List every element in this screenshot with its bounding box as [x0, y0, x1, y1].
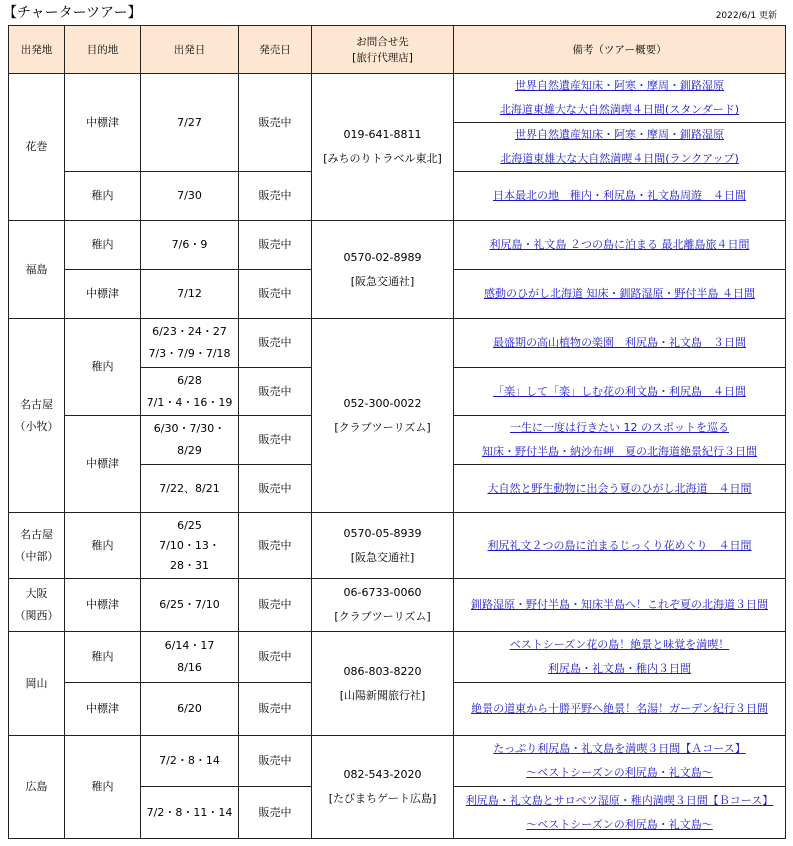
remark-cell: [454, 123, 786, 172]
contact-tel: 06-6733-0060: [343, 586, 422, 599]
contact-agency: [クラブツーリズム]: [334, 610, 431, 623]
departure-cell: 岡山: [9, 632, 65, 736]
departure-cell: 名古屋 （中部）: [9, 513, 65, 579]
departure-cell: 福島: [9, 221, 65, 319]
destination-cell: 中標津: [65, 270, 141, 319]
contact-agency: [山陽新聞旅行社]: [339, 688, 426, 702]
date-cell: 7/22、8/21: [141, 465, 239, 513]
contact-cell: [312, 221, 454, 319]
tour-link[interactable]: 北海道東雄大な大自然満喫４日間(ランクアップ): [500, 152, 739, 165]
destination-cell: 稚内: [65, 736, 141, 839]
contact-agency: [阪急交通社]: [350, 274, 415, 288]
table-row: [9, 74, 786, 123]
contact-cell: [312, 632, 454, 736]
table-row: [9, 632, 786, 683]
remark-cell: [454, 513, 786, 579]
tour-link[interactable]: 利尻礼文２つの島に泊まるじっくり花めぐり ４日間: [487, 538, 752, 552]
sale-cell: 販売中: [239, 736, 312, 787]
date-cell: 7/6・9: [141, 221, 239, 270]
sale-cell: 販売中: [239, 579, 312, 632]
sale-cell: 販売中: [239, 368, 312, 416]
contact-tel: 0570-05-8939: [343, 526, 422, 540]
tour-link[interactable]: 「楽」して「楽」しむ花の利文島・利尻島 ４日間: [493, 384, 746, 398]
contact-cell: [312, 319, 454, 513]
contact-tel: 019-641-8811: [343, 128, 422, 141]
departure-cell: 広島: [9, 736, 65, 839]
charter-tour-table: [8, 25, 786, 839]
tour-link[interactable]: 利尻島・礼文島 ２つの島に泊まる 最北離島旅４日間: [489, 238, 750, 251]
contact-agency: [みちのりトラベル東北]: [323, 152, 442, 165]
date-cell: 6/30・7/30・ 8/29: [141, 416, 239, 465]
tour-link[interactable]: ～ベストシーズンの利尻島・礼文島～: [526, 766, 713, 779]
destination-cell: 中標津: [65, 416, 141, 513]
contact-agency: [クラブツーリズム]: [334, 420, 431, 434]
tour-link[interactable]: 最盛期の高山植物の楽園 利尻島・礼文島 ３日間: [493, 336, 746, 349]
remark-cell: [454, 579, 786, 632]
date-cell: 7/30: [141, 172, 239, 221]
date-cell: 6/14・17 8/16: [141, 632, 239, 683]
updated-date: 2022/6/1 更新: [715, 11, 777, 21]
date-cell: 6/25 7/10・13・ 28・31: [141, 513, 239, 579]
destination-cell: 稚内: [65, 221, 141, 270]
tour-link[interactable]: 世界自然遺産知床・阿寒・摩周・釧路湿原: [515, 79, 724, 92]
sale-cell: 販売中: [239, 221, 312, 270]
header-sale: 発売日: [239, 26, 312, 74]
tour-link[interactable]: 絶景の道東から十勝平野へ絶景！名湯！ガーデン紀行３日間: [471, 702, 768, 715]
tour-link[interactable]: たっぷり利尻島・礼文島を満喫３日間【Ａコース】: [493, 742, 746, 755]
date-cell: 7/2・8・14: [141, 736, 239, 787]
sale-cell: 販売中: [239, 319, 312, 368]
remark-cell: [454, 270, 786, 319]
contact-tel: 052-300-0022: [343, 396, 422, 410]
sale-cell: 販売中: [239, 416, 312, 465]
tour-link[interactable]: 大自然と野生動物に出会う夏のひがし北海道 ４日間: [487, 481, 752, 495]
table-row: [9, 579, 786, 632]
destination-cell: 中標津: [65, 683, 141, 736]
tour-link[interactable]: 一生に一度は行きたい 12 のスポットを巡る: [510, 421, 729, 434]
contact-tel: 0570-02-8989: [343, 250, 422, 264]
remark-cell: [454, 368, 786, 416]
sale-cell: 販売中: [239, 172, 312, 221]
sale-cell: 販売中: [239, 632, 312, 683]
contact-agency: [阪急交通社]: [350, 550, 415, 564]
contact-cell: [312, 579, 454, 632]
contact-tel: 082-543-2020: [343, 768, 422, 781]
tour-link[interactable]: 北海道東雄大な大自然満喫４日間(スタンダード): [499, 103, 740, 116]
sale-cell: 販売中: [239, 465, 312, 513]
tour-link[interactable]: 知床・野付半島・納沙布岬 夏の北海道絶景紀行３日間: [482, 445, 757, 458]
contact-cell: [312, 736, 454, 839]
departure-cell: 花巻: [9, 74, 65, 221]
date-cell: 6/25・7/10: [141, 579, 239, 632]
destination-cell: 稚内: [65, 172, 141, 221]
date-cell: 7/12: [141, 270, 239, 319]
contact-cell: [312, 513, 454, 579]
table-row: [9, 319, 786, 368]
table-row: [9, 513, 786, 579]
date-cell: 6/28 7/1・4・16・19: [141, 368, 239, 416]
date-cell: 6/20: [141, 683, 239, 736]
sale-cell: 販売中: [239, 787, 312, 839]
header-date: 出発日: [141, 26, 239, 74]
contact-cell: [312, 74, 454, 221]
table-row: [9, 736, 786, 787]
contact-tel: 086-803-8220: [343, 664, 422, 678]
contact-agency: [たびまちゲート広島]: [328, 792, 437, 805]
remark-cell: [454, 74, 786, 123]
destination-cell: 中標津: [65, 74, 141, 172]
sale-cell: 販売中: [239, 74, 312, 172]
sale-cell: 販売中: [239, 270, 312, 319]
tour-link[interactable]: 利尻島・礼文島・稚内３日間: [548, 662, 691, 675]
sale-cell: 販売中: [239, 513, 312, 579]
date-cell: 7/2・8・11・14: [141, 787, 239, 839]
tour-link[interactable]: ベストシーズン花の島！絶景と味覚を満喫！: [509, 638, 730, 651]
destination-cell: 稚内: [65, 319, 141, 416]
date-cell: 6/23・24・27 7/3・7/9・7/18: [141, 319, 239, 368]
remark-cell: [454, 465, 786, 513]
tour-link[interactable]: ～ベストシーズンの利尻島・礼文島～: [526, 817, 713, 831]
header-destination: 目的地: [65, 26, 141, 74]
table-row: [9, 221, 786, 270]
remark-cell: [454, 632, 786, 683]
destination-cell: 稚内: [65, 632, 141, 683]
remark-cell: [454, 221, 786, 270]
remark-cell: [454, 787, 786, 839]
page-title: 【チャーターツアー】: [3, 5, 142, 21]
tour-link[interactable]: 感動のひがし北海道 知床・釧路湿原・野付半島 ４日間: [484, 287, 755, 300]
header-departure: 出発地: [9, 26, 65, 74]
tour-link[interactable]: 日本最北の地 稚内・利尻島・礼文島周遊 ４日間: [493, 189, 746, 202]
sale-cell: 販売中: [239, 683, 312, 736]
remark-cell: [454, 172, 786, 221]
tour-link[interactable]: 釧路湿原・野付半島・知床半島へ！これぞ夏の北海道３日間: [471, 598, 768, 611]
header-row: [9, 26, 786, 74]
departure-cell: 大阪 （関西）: [9, 579, 65, 632]
header-remarks: 備考（ツアー概要）: [454, 26, 786, 74]
departure-cell: 名古屋 （小牧）: [9, 319, 65, 513]
destination-cell: 中標津: [65, 579, 141, 632]
date-cell: 7/27: [141, 74, 239, 172]
tour-link[interactable]: 世界自然遺産知床・阿寒・摩周・釧路湿原: [515, 128, 724, 141]
destination-cell: 稚内: [65, 513, 141, 579]
remark-cell: [454, 319, 786, 368]
header-contact: お問合せ先 [旅行代理店]: [312, 26, 454, 74]
remark-cell: [454, 736, 786, 787]
remark-cell: [454, 683, 786, 736]
tour-link[interactable]: 利尻島・礼文島とサロベツ湿原・稚内満喫３日間【Ｂコース】: [465, 793, 774, 807]
remark-cell: [454, 416, 786, 465]
